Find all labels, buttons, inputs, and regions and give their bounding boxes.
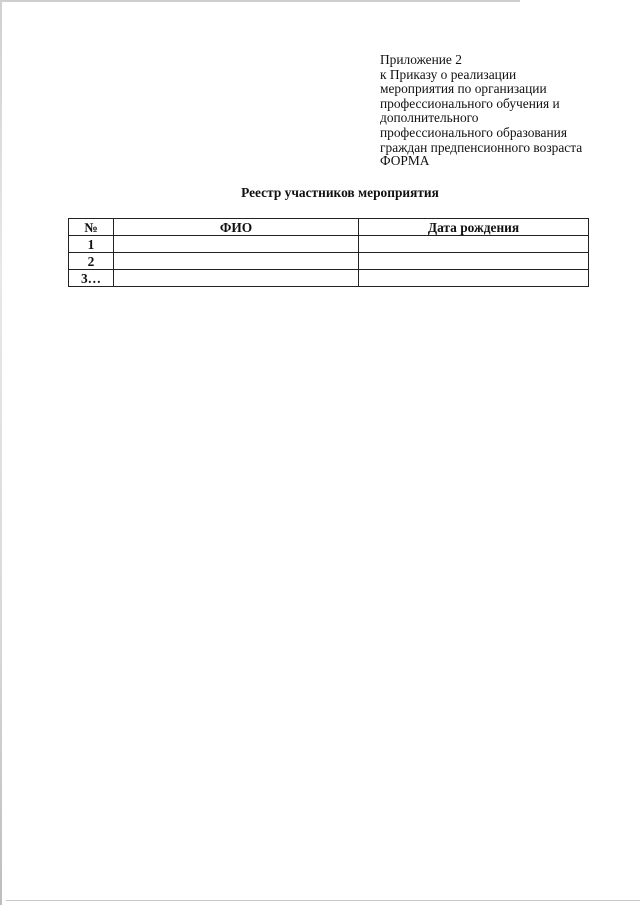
cell-number: 2 <box>69 253 114 270</box>
table-header-row <box>69 219 589 236</box>
cell-fio <box>114 236 359 253</box>
scan-edge-bottom <box>6 900 640 901</box>
appendix-line: профессионального образования <box>380 124 567 140</box>
cell-birth-date <box>359 236 589 253</box>
header-fio: ФИО <box>114 219 359 236</box>
scan-edge-top <box>0 0 520 2</box>
cell-fio <box>114 253 359 270</box>
table-row <box>69 236 589 253</box>
appendix-line: профессионального обучения и <box>380 95 560 111</box>
cell-fio <box>114 270 359 287</box>
appendix-line: мероприятия по организации <box>380 81 547 97</box>
participants-table <box>68 218 589 287</box>
appendix-line: граждан предпенсионного возраста <box>380 139 583 155</box>
scan-edge-left <box>0 0 2 905</box>
table-row <box>69 253 589 270</box>
appendix-line: к Приказу о реализации <box>380 66 517 82</box>
cell-birth-date <box>359 253 589 270</box>
cell-number: 1 <box>69 236 114 253</box>
appendix-line: дополнительного <box>380 110 479 126</box>
document-title: Реестр участников мероприятия <box>241 185 439 200</box>
cell-birth-date <box>359 270 589 287</box>
appendix-block <box>380 53 630 155</box>
table-row <box>69 270 589 287</box>
header-number: № <box>69 219 114 236</box>
cell-number: 3… <box>69 270 114 287</box>
header-birth-date: Дата рождения <box>359 219 589 236</box>
appendix-line: Приложение 2 <box>380 52 462 67</box>
form-label: ФОРМА <box>380 153 430 168</box>
